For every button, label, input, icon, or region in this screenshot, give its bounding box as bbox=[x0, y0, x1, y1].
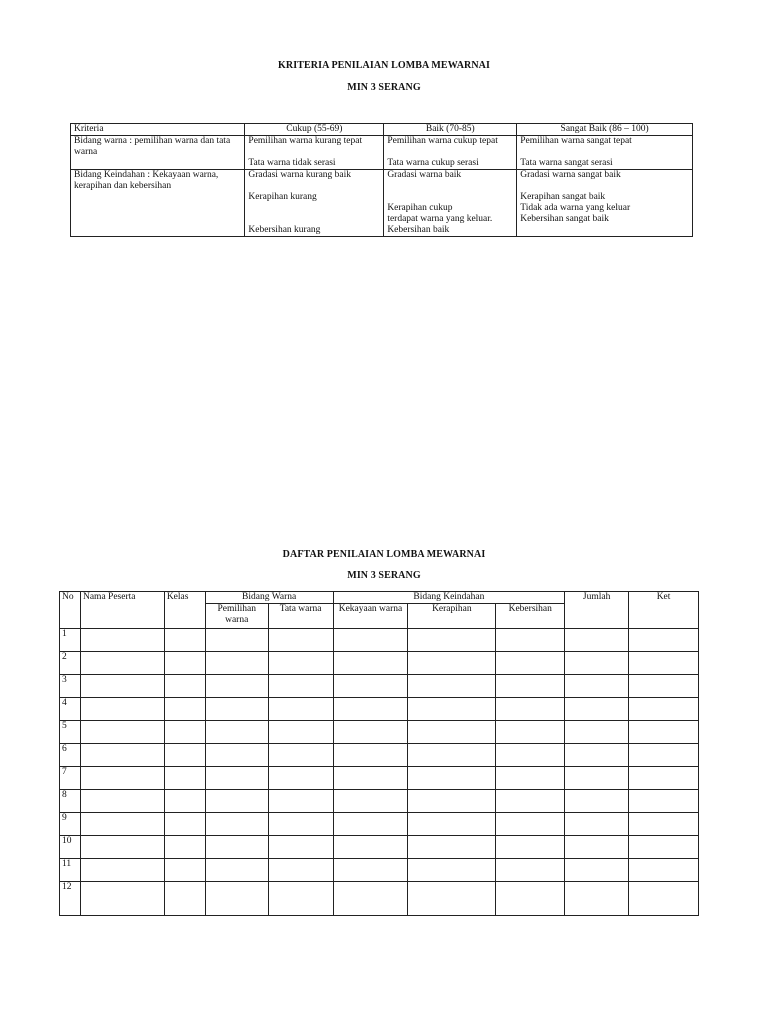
criterion-cell: Bidang Keindahan : Kekayaan warna, kerapihan dan kebersihan bbox=[71, 170, 245, 237]
tata-warna-cell[interactable] bbox=[268, 813, 333, 836]
no-cell: 4 bbox=[60, 698, 81, 721]
kebersihan-cell[interactable] bbox=[496, 882, 565, 916]
cell-line: Kerapihan sangat baik bbox=[520, 192, 606, 202]
kelas-cell[interactable] bbox=[164, 813, 205, 836]
kerapihan-cell[interactable] bbox=[408, 813, 496, 836]
tata-warna-cell[interactable] bbox=[268, 675, 333, 698]
no-cell: 2 bbox=[60, 652, 81, 675]
pemilihan-warna-cell[interactable] bbox=[205, 698, 268, 721]
kelas-cell[interactable] bbox=[164, 721, 205, 744]
cell-line: Gradasi warna kurang baik bbox=[248, 170, 352, 180]
header-nama-peserta: Nama Peserta bbox=[80, 592, 164, 629]
score-subtitle: MIN 3 SERANG bbox=[347, 570, 421, 581]
criteria-title: KRITERIA PENILAIAN LOMBA MEWARNAI bbox=[278, 60, 490, 71]
baik-cell bbox=[384, 170, 517, 237]
table-row bbox=[60, 882, 699, 916]
tata-warna-cell[interactable] bbox=[268, 652, 333, 675]
criteria-header-sangat-baik: Sangat Baik (86 – 100) bbox=[517, 124, 693, 136]
no-cell: 9 bbox=[60, 813, 81, 836]
cell-line: Kerapihan cukup bbox=[387, 203, 453, 213]
pemilihan-warna-cell[interactable] bbox=[205, 836, 268, 859]
kerapihan-cell[interactable] bbox=[408, 629, 496, 652]
kekayaan-warna-cell[interactable] bbox=[333, 721, 408, 744]
pemilihan-warna-cell[interactable] bbox=[205, 813, 268, 836]
ket-cell[interactable] bbox=[629, 767, 699, 790]
jumlah-cell[interactable] bbox=[565, 836, 629, 859]
cell-line: Kebersihan sangat baik bbox=[520, 214, 609, 224]
pemilihan-warna-cell[interactable] bbox=[205, 744, 268, 767]
table-row bbox=[60, 721, 699, 744]
cell-line: Gradasi warna sangat baik bbox=[520, 170, 621, 180]
pemilihan-warna-cell[interactable] bbox=[205, 629, 268, 652]
table-row bbox=[60, 675, 699, 698]
nama-peserta-cell[interactable] bbox=[80, 767, 164, 790]
jumlah-cell[interactable] bbox=[565, 882, 629, 916]
kerapihan-cell[interactable] bbox=[408, 721, 496, 744]
tata-warna-cell[interactable] bbox=[268, 698, 333, 721]
kebersihan-cell[interactable] bbox=[496, 767, 565, 790]
no-cell: 6 bbox=[60, 744, 81, 767]
pemilihan-warna-cell[interactable] bbox=[205, 721, 268, 744]
kelas-cell[interactable] bbox=[164, 652, 205, 675]
header-tata-warna: Tata warna bbox=[268, 604, 333, 629]
jumlah-cell[interactable] bbox=[565, 859, 629, 882]
cukup-cell bbox=[245, 170, 384, 237]
kelas-cell[interactable] bbox=[164, 790, 205, 813]
table-row bbox=[60, 629, 699, 652]
no-cell: 5 bbox=[60, 721, 81, 744]
criteria-header-cukup: Cukup (55-69) bbox=[245, 124, 384, 136]
no-cell: 8 bbox=[60, 790, 81, 813]
tata-warna-cell[interactable] bbox=[268, 721, 333, 744]
table-row bbox=[60, 652, 699, 675]
cell-line: Pemilihan warna cukup tepat bbox=[387, 136, 498, 146]
cell-line: Kerapihan kurang bbox=[248, 192, 317, 202]
kerapihan-cell[interactable] bbox=[408, 836, 496, 859]
kerapihan-cell[interactable] bbox=[408, 652, 496, 675]
kerapihan-cell[interactable] bbox=[408, 859, 496, 882]
pemilihan-warna-cell[interactable] bbox=[205, 675, 268, 698]
kelas-cell[interactable] bbox=[164, 882, 205, 916]
header-pemilihan-warna: Pemilihan warna bbox=[205, 604, 268, 629]
tata-warna-cell[interactable] bbox=[268, 790, 333, 813]
kelas-cell[interactable] bbox=[164, 836, 205, 859]
cell-line: Gradasi warna baik bbox=[387, 170, 462, 180]
kelas-cell[interactable] bbox=[164, 629, 205, 652]
pemilihan-warna-cell[interactable] bbox=[205, 882, 268, 916]
ket-cell[interactable] bbox=[629, 836, 699, 859]
no-cell: 12 bbox=[60, 882, 81, 916]
kelas-cell[interactable] bbox=[164, 675, 205, 698]
jumlah-cell[interactable] bbox=[565, 767, 629, 790]
score-title: DAFTAR PENILAIAN LOMBA MEWARNAI bbox=[282, 549, 486, 560]
cell-line: Kebersihan baik bbox=[387, 225, 450, 235]
jumlah-cell[interactable] bbox=[565, 721, 629, 744]
criteria-header-kriteria: Kriteria bbox=[71, 124, 245, 136]
kebersihan-cell[interactable] bbox=[496, 790, 565, 813]
nama-peserta-cell[interactable] bbox=[80, 744, 164, 767]
tata-warna-cell[interactable] bbox=[268, 767, 333, 790]
criteria-header-row bbox=[71, 124, 693, 136]
nama-peserta-cell[interactable] bbox=[80, 721, 164, 744]
table-row bbox=[60, 767, 699, 790]
kerapihan-cell[interactable] bbox=[408, 790, 496, 813]
cell-line: Tata warna tidak serasi bbox=[248, 158, 336, 168]
table-row bbox=[60, 836, 699, 859]
table-row bbox=[60, 790, 699, 813]
kekayaan-warna-cell[interactable] bbox=[333, 767, 408, 790]
ket-cell[interactable] bbox=[629, 629, 699, 652]
criteria-subtitle: MIN 3 SERANG bbox=[347, 82, 421, 93]
ket-cell[interactable] bbox=[629, 790, 699, 813]
pemilihan-warna-cell[interactable] bbox=[205, 859, 268, 882]
criterion-cell: Bidang warna : pemilihan warna dan tata warna bbox=[71, 136, 245, 170]
kekayaan-warna-cell[interactable] bbox=[333, 813, 408, 836]
header-kebersihan: Kebersihan bbox=[496, 604, 565, 629]
kerapihan-cell[interactable] bbox=[408, 675, 496, 698]
jumlah-cell[interactable] bbox=[565, 652, 629, 675]
nama-peserta-cell[interactable] bbox=[80, 882, 164, 916]
kerapihan-cell[interactable] bbox=[408, 744, 496, 767]
nama-peserta-cell[interactable] bbox=[80, 698, 164, 721]
header-ket: Ket bbox=[629, 592, 699, 629]
kekayaan-warna-cell[interactable] bbox=[333, 744, 408, 767]
nama-peserta-cell[interactable] bbox=[80, 813, 164, 836]
tata-warna-cell[interactable] bbox=[268, 629, 333, 652]
kekayaan-warna-cell[interactable] bbox=[333, 675, 408, 698]
header-bidang-keindahan: Bidang Keindahan bbox=[333, 592, 565, 604]
cell-line: terdapat warna yang keluar. bbox=[387, 214, 493, 224]
kekayaan-warna-cell[interactable] bbox=[333, 882, 408, 916]
tata-warna-cell[interactable] bbox=[268, 882, 333, 916]
nama-peserta-cell[interactable] bbox=[80, 675, 164, 698]
no-cell: 11 bbox=[60, 859, 81, 882]
kebersihan-cell[interactable] bbox=[496, 859, 565, 882]
ket-cell[interactable] bbox=[629, 859, 699, 882]
kekayaan-warna-cell[interactable] bbox=[333, 859, 408, 882]
table-row bbox=[60, 744, 699, 767]
baik-cell bbox=[384, 136, 517, 170]
kekayaan-warna-cell[interactable] bbox=[333, 652, 408, 675]
jumlah-cell[interactable] bbox=[565, 698, 629, 721]
criteria-table bbox=[70, 123, 693, 237]
tata-warna-cell[interactable] bbox=[268, 836, 333, 859]
ket-cell[interactable] bbox=[629, 882, 699, 916]
ket-cell[interactable] bbox=[629, 675, 699, 698]
cell-line: Pemilihan warna sangat tepat bbox=[520, 136, 632, 146]
kekayaan-warna-cell[interactable] bbox=[333, 629, 408, 652]
kerapihan-cell[interactable] bbox=[408, 698, 496, 721]
kerapihan-cell[interactable] bbox=[408, 882, 496, 916]
nama-peserta-cell[interactable] bbox=[80, 836, 164, 859]
kekayaan-warna-cell[interactable] bbox=[333, 836, 408, 859]
cukup-cell bbox=[245, 136, 384, 170]
kebersihan-cell[interactable] bbox=[496, 744, 565, 767]
kerapihan-cell[interactable] bbox=[408, 767, 496, 790]
jumlah-cell[interactable] bbox=[565, 675, 629, 698]
ket-cell[interactable] bbox=[629, 698, 699, 721]
no-cell: 3 bbox=[60, 675, 81, 698]
kelas-cell[interactable] bbox=[164, 859, 205, 882]
score-body bbox=[60, 629, 699, 916]
nama-peserta-cell[interactable] bbox=[80, 790, 164, 813]
jumlah-cell[interactable] bbox=[565, 813, 629, 836]
no-cell: 10 bbox=[60, 836, 81, 859]
kebersihan-cell[interactable] bbox=[496, 652, 565, 675]
tata-warna-cell[interactable] bbox=[268, 859, 333, 882]
pemilihan-warna-cell[interactable] bbox=[205, 652, 268, 675]
pemilihan-warna-cell[interactable] bbox=[205, 767, 268, 790]
sangat-baik-cell bbox=[517, 170, 693, 237]
nama-peserta-cell[interactable] bbox=[80, 629, 164, 652]
pemilihan-warna-cell[interactable] bbox=[205, 790, 268, 813]
ket-cell[interactable] bbox=[629, 744, 699, 767]
jumlah-cell[interactable] bbox=[565, 790, 629, 813]
cell-line: Kebersihan kurang bbox=[248, 225, 321, 235]
header-bidang-warna: Bidang Warna bbox=[205, 592, 333, 604]
header-jumlah: Jumlah bbox=[565, 592, 629, 629]
jumlah-cell[interactable] bbox=[565, 744, 629, 767]
score-header-row-1 bbox=[60, 592, 699, 604]
sangat-baik-cell bbox=[517, 136, 693, 170]
no-cell: 1 bbox=[60, 629, 81, 652]
tata-warna-cell[interactable] bbox=[268, 744, 333, 767]
kebersihan-cell[interactable] bbox=[496, 836, 565, 859]
kekayaan-warna-cell[interactable] bbox=[333, 698, 408, 721]
kebersihan-cell[interactable] bbox=[496, 629, 565, 652]
cell-line: Tidak ada warna yang keluar bbox=[520, 203, 631, 213]
kelas-cell[interactable] bbox=[164, 698, 205, 721]
kelas-cell[interactable] bbox=[164, 767, 205, 790]
kelas-cell[interactable] bbox=[164, 744, 205, 767]
criteria-header-baik: Baik (70-85) bbox=[384, 124, 517, 136]
cell-line: Tata warna cukup serasi bbox=[387, 158, 479, 168]
table-row bbox=[60, 859, 699, 882]
ket-cell[interactable] bbox=[629, 652, 699, 675]
table-row bbox=[60, 698, 699, 721]
nama-peserta-cell[interactable] bbox=[80, 652, 164, 675]
table-row bbox=[60, 813, 699, 836]
header-no: No bbox=[60, 592, 81, 629]
criteria-row-bidang-keindahan bbox=[71, 170, 693, 237]
header-kekayaan-warna: Kekayaan warna bbox=[333, 604, 408, 629]
header-kelas: Kelas bbox=[164, 592, 205, 629]
kebersihan-cell[interactable] bbox=[496, 675, 565, 698]
cell-line: Tata warna sangat serasi bbox=[520, 158, 613, 168]
ket-cell[interactable] bbox=[629, 813, 699, 836]
nama-peserta-cell[interactable] bbox=[80, 859, 164, 882]
kekayaan-warna-cell[interactable] bbox=[333, 790, 408, 813]
score-table bbox=[59, 591, 699, 916]
cell-line: Pemilihan warna kurang tepat bbox=[248, 136, 363, 146]
ket-cell[interactable] bbox=[629, 721, 699, 744]
kebersihan-cell[interactable] bbox=[496, 813, 565, 836]
criteria-row-bidang-warna bbox=[71, 136, 693, 170]
kebersihan-cell[interactable] bbox=[496, 721, 565, 744]
no-cell: 7 bbox=[60, 767, 81, 790]
kebersihan-cell[interactable] bbox=[496, 698, 565, 721]
header-kerapihan: Kerapihan bbox=[408, 604, 496, 629]
jumlah-cell[interactable] bbox=[565, 629, 629, 652]
